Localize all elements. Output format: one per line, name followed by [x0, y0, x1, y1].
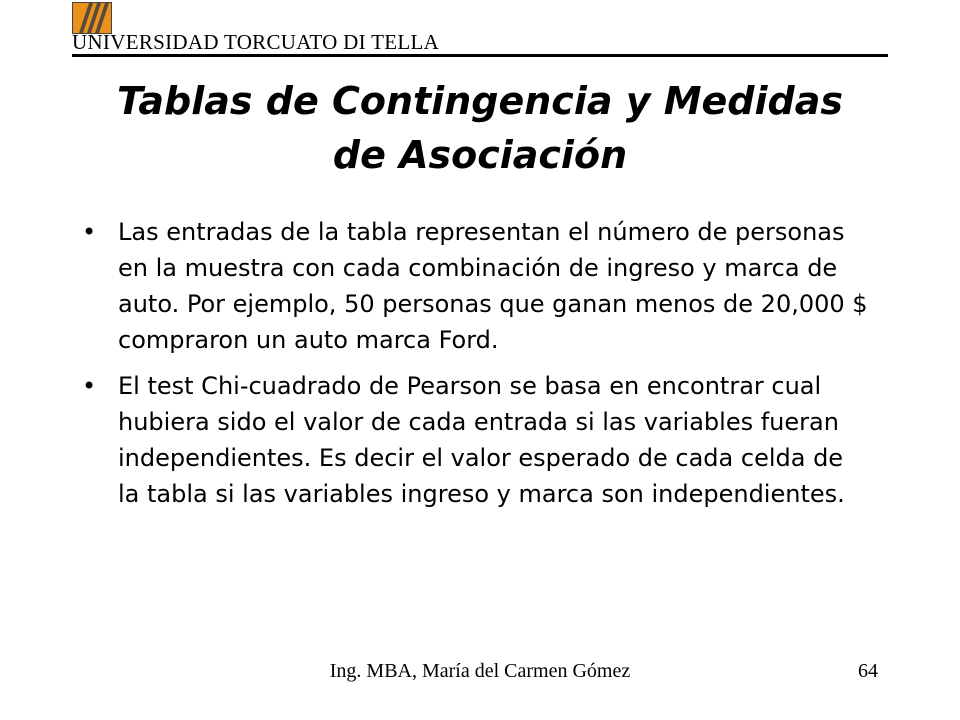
- bullet-item: [82, 368, 872, 512]
- bullet-icon: •: [82, 218, 97, 246]
- bullet-list: [82, 214, 872, 522]
- bullet-item: [82, 214, 872, 358]
- slide-title-line-1: Tablas de Contingencia y Medidas: [117, 79, 843, 123]
- header-divider: [72, 54, 888, 57]
- bullet-text: Las entradas de la tabla representan el número de personas en la muestra con cada combinación de ingreso y marca de auto. Por ejemplo, 50 personas que ganan menos de 20,000 $ compraron un auto marca Ford.: [118, 218, 868, 354]
- slide-title: [72, 74, 888, 182]
- page-number: 64: [858, 660, 878, 682]
- university-name: UNIVERSIDAD TORCUATO DI TELLA: [72, 30, 440, 54]
- slide-title-line-2: de Asociación: [332, 133, 628, 177]
- bullet-text: El test Chi-cuadrado de Pearson se basa en encontrar cual hubiera sido el valor de cada entrada si las variables fueran independientes. Es decir el valor esperado de cada celda de la tabla si las variables ingreso y marca son independientes.: [118, 372, 845, 508]
- footer-author: Ing. MBA, María del Carmen Gómez: [329, 660, 631, 682]
- bullet-icon: •: [82, 372, 97, 400]
